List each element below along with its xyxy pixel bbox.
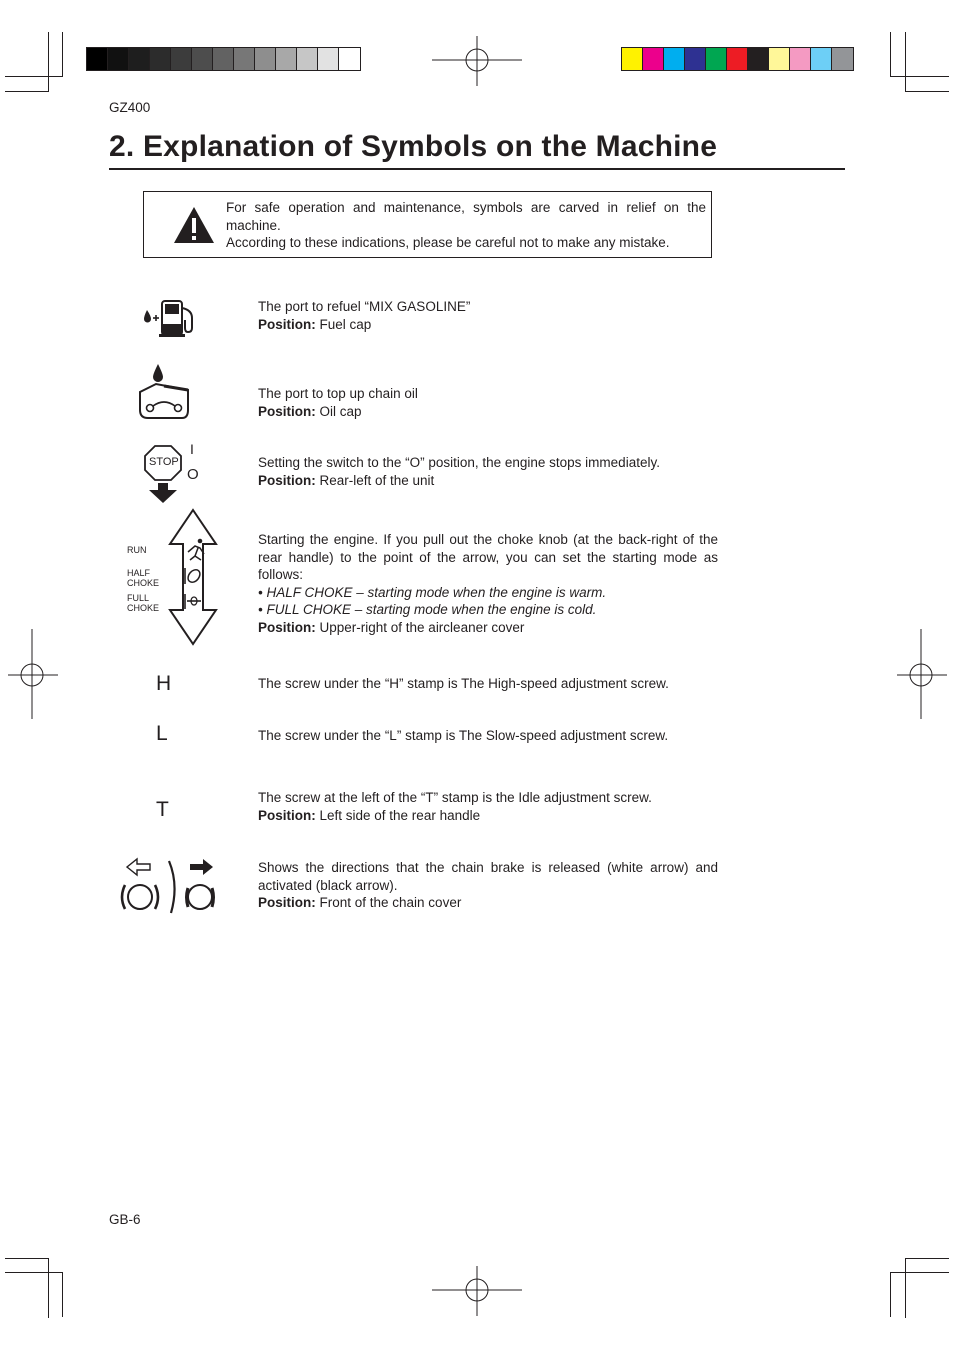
choke-text: Starting the engine. If you pull out the choke knob (at the back-right of the rear handle) to the point of the arrow, you can set the starting mode as follows: <box>258 532 718 582</box>
color-swatch <box>790 48 811 70</box>
choke-bullet-full <box>258 601 718 619</box>
brake-description <box>258 859 718 912</box>
choke-label-run: RUN <box>127 545 147 555</box>
color-swatch <box>811 48 832 70</box>
brake-position <box>258 894 718 912</box>
grayscale-swatch <box>276 48 297 70</box>
l-description: The screw under the “L” stamp is The Slow-speed adjustment screw. <box>258 728 669 743</box>
model-label: GZ400 <box>109 100 151 115</box>
position-label: Position: <box>258 895 316 910</box>
oil-text: The port to top up chain oil <box>258 386 418 401</box>
stop-description <box>258 454 718 489</box>
l-stamp-symbol: L <box>156 722 168 745</box>
switch-on-mark: I <box>190 441 194 457</box>
grayscale-swatch <box>87 48 108 70</box>
t-position <box>258 807 718 825</box>
fuel-pump-icon <box>140 298 198 340</box>
stop-label: STOP <box>149 456 179 468</box>
color-swatch <box>706 48 727 70</box>
color-swatch <box>769 48 790 70</box>
registration-mark-bottom <box>432 1266 522 1316</box>
grayscale-swatch <box>339 48 360 70</box>
brake-text: Shows the directions that the chain brake is released (white arrow) and activated (black arrow). <box>258 860 718 893</box>
full-choke-note: • FULL CHOKE – starting mode when the engine is cold. <box>258 602 597 617</box>
grayscale-bar <box>86 47 361 71</box>
color-swatch <box>832 48 853 70</box>
oil-description <box>258 385 718 420</box>
grayscale-swatch <box>108 48 129 70</box>
stop-text: Setting the switch to the “O” position, the engine stops immediately. <box>258 455 660 470</box>
color-swatch <box>685 48 706 70</box>
choke-position <box>258 619 718 637</box>
position-label: Position: <box>258 316 316 332</box>
choke-arrow-icon <box>120 508 220 648</box>
grayscale-swatch <box>213 48 234 70</box>
color-bar <box>621 47 854 71</box>
grayscale-swatch <box>255 48 276 70</box>
grayscale-swatch <box>150 48 171 70</box>
choke-label-full-choke: CHOKE <box>127 603 160 613</box>
notice-line-1: For safe operation and maintenance, symbols are carved in relief on the machine. <box>226 200 706 233</box>
grayscale-swatch <box>171 48 192 70</box>
warning-triangle-icon <box>172 205 216 245</box>
notice-box <box>143 191 712 258</box>
position-label: Position: <box>258 807 316 823</box>
notice-line-2: According to these indications, please be careful not to make any mistake. <box>226 235 670 250</box>
position-value: Left side of the rear handle <box>315 807 481 823</box>
choke-bullet-half <box>258 584 718 602</box>
choke-label-half-choke: CHOKE <box>127 578 160 588</box>
t-text: The screw at the left of the “T” stamp is the Idle adjustment screw. <box>258 790 652 805</box>
color-swatch <box>748 48 769 70</box>
position-label: Position: <box>258 403 316 419</box>
color-swatch <box>622 48 643 70</box>
stop-position <box>258 472 718 490</box>
choke-description <box>258 531 718 636</box>
fuel-text: The port to refuel “MIX GASOLINE” <box>258 299 471 314</box>
t-description <box>258 789 718 824</box>
h-stamp-symbol: H <box>156 672 172 695</box>
switch-off-mark: O <box>187 466 199 483</box>
h-description: The screw under the “H” stamp is The High-speed adjustment screw. <box>258 676 669 691</box>
grayscale-swatch <box>234 48 255 70</box>
color-swatch <box>727 48 748 70</box>
registration-mark-left <box>8 629 58 719</box>
page-title: 2. Explanation of Symbols on the Machine <box>109 130 718 163</box>
grayscale-swatch <box>192 48 213 70</box>
fuel-position <box>258 316 718 334</box>
position-value: Oil cap <box>315 403 362 419</box>
color-swatch <box>664 48 685 70</box>
grayscale-swatch <box>297 48 318 70</box>
chain-oil-icon <box>136 362 194 422</box>
position-value: Upper-right of the aircleaner cover <box>315 619 525 635</box>
registration-mark-top <box>432 36 522 86</box>
registration-mark-right <box>897 629 947 719</box>
stop-switch-icon <box>140 440 205 506</box>
grayscale-swatch <box>318 48 339 70</box>
fuel-description <box>258 298 718 333</box>
notice-text <box>226 199 706 252</box>
grayscale-swatch <box>129 48 150 70</box>
position-value: Front of the chain cover <box>315 895 462 910</box>
position-label: Position: <box>258 472 316 488</box>
chain-brake-icon <box>117 855 221 917</box>
color-swatch <box>643 48 664 70</box>
position-label: Position: <box>258 619 316 635</box>
position-value: Rear-left of the unit <box>315 472 435 488</box>
choke-label-full: FULL <box>127 593 150 603</box>
oil-position <box>258 403 718 421</box>
position-value: Fuel cap <box>315 316 372 332</box>
page-number: GB-6 <box>109 1212 141 1227</box>
title-rule <box>109 168 845 170</box>
half-choke-note: • HALF CHOKE – starting mode when the engine is warm. <box>258 584 607 600</box>
choke-label-half: HALF <box>127 568 151 578</box>
t-stamp-symbol: T <box>156 798 169 821</box>
